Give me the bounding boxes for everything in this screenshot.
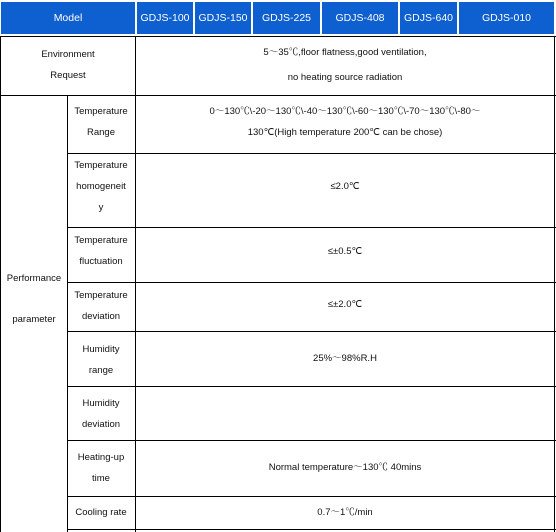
environment-label-line1: Environment [41,49,95,60]
model-gdjs-225: GDJS-225 [253,2,320,34]
temperature-fluctuation-value: ≤±0.5℃ [327,246,363,257]
grid-line [67,529,556,530]
humidity-deviation-label-line2: deviation [81,419,121,430]
temperature-fluctuation-label-line1: Temperature [74,235,128,246]
temperature-homogeneity-label-line1: Temperature [74,160,128,171]
grid-line [0,95,556,96]
environment-label-line2: Request [50,70,86,81]
temperature-range-label-line1: Temperature [74,106,128,117]
grid-line [554,36,555,532]
cooling-rate-label: Cooling rate [75,507,127,518]
header-row [0,0,556,36]
humidity-range-value: 25%～98%R.H [313,353,377,364]
temperature-range-value-line2: 130℃(High temperature 200℃ can be chose) [247,127,443,138]
model-gdjs-100: GDJS-100 [137,2,193,34]
grid-line [67,153,556,154]
environment-value-line2: no heating source radiation [287,72,403,83]
model-gdjs-010: GDJS-010 [459,2,554,34]
humidity-range-label-line2: range [88,365,114,376]
temperature-deviation-label-line2: deviation [81,311,121,322]
heating-up-time-value: Normal temperature～130℃ 40mins [268,462,422,473]
temperature-homogeneity-label-line3: y [98,202,104,213]
grid-line [67,227,556,228]
cooling-rate-value: 0.7～1℃/min [317,507,373,518]
temperature-range-label-line2: Range [87,127,115,138]
model-gdjs-408: GDJS-408 [322,2,398,34]
grid-line [67,496,556,497]
grid-line [67,386,556,387]
temperature-homogeneity-value: ≤2.0℃ [330,181,360,192]
performance-label-line1: Performance [6,273,62,284]
humidity-deviation-label-line1: Humidity [82,398,120,409]
grid-line [67,331,556,332]
model-gdjs-150: GDJS-150 [195,2,251,34]
model-gdjs-640: GDJS-640 [400,2,457,34]
environment-value-line1: 5～35℃,floor flatness,good ventilation, [263,47,427,58]
grid-line [67,440,556,441]
temperature-homogeneity-label-line2: homogeneit [76,181,126,192]
temperature-fluctuation-label-line2: fluctuation [79,256,123,267]
heating-up-time-label-line2: time [92,473,110,484]
model-header: Model [1,2,135,34]
grid-line [0,36,556,37]
heating-up-time-label-line1: Heating-up [77,452,125,463]
temperature-deviation-label-line1: Temperature [74,290,128,301]
temperature-range-value-line1: 0～130℃\-20～130℃\-40～130℃\-60～130℃\-70～130℃\-80～ [209,106,481,117]
temperature-deviation-value: ≤±2.0℃ [327,299,363,310]
humidity-range-label-line1: Humidity [82,344,120,355]
performance-label-line2: parameter [12,314,56,325]
grid-line [67,282,556,283]
